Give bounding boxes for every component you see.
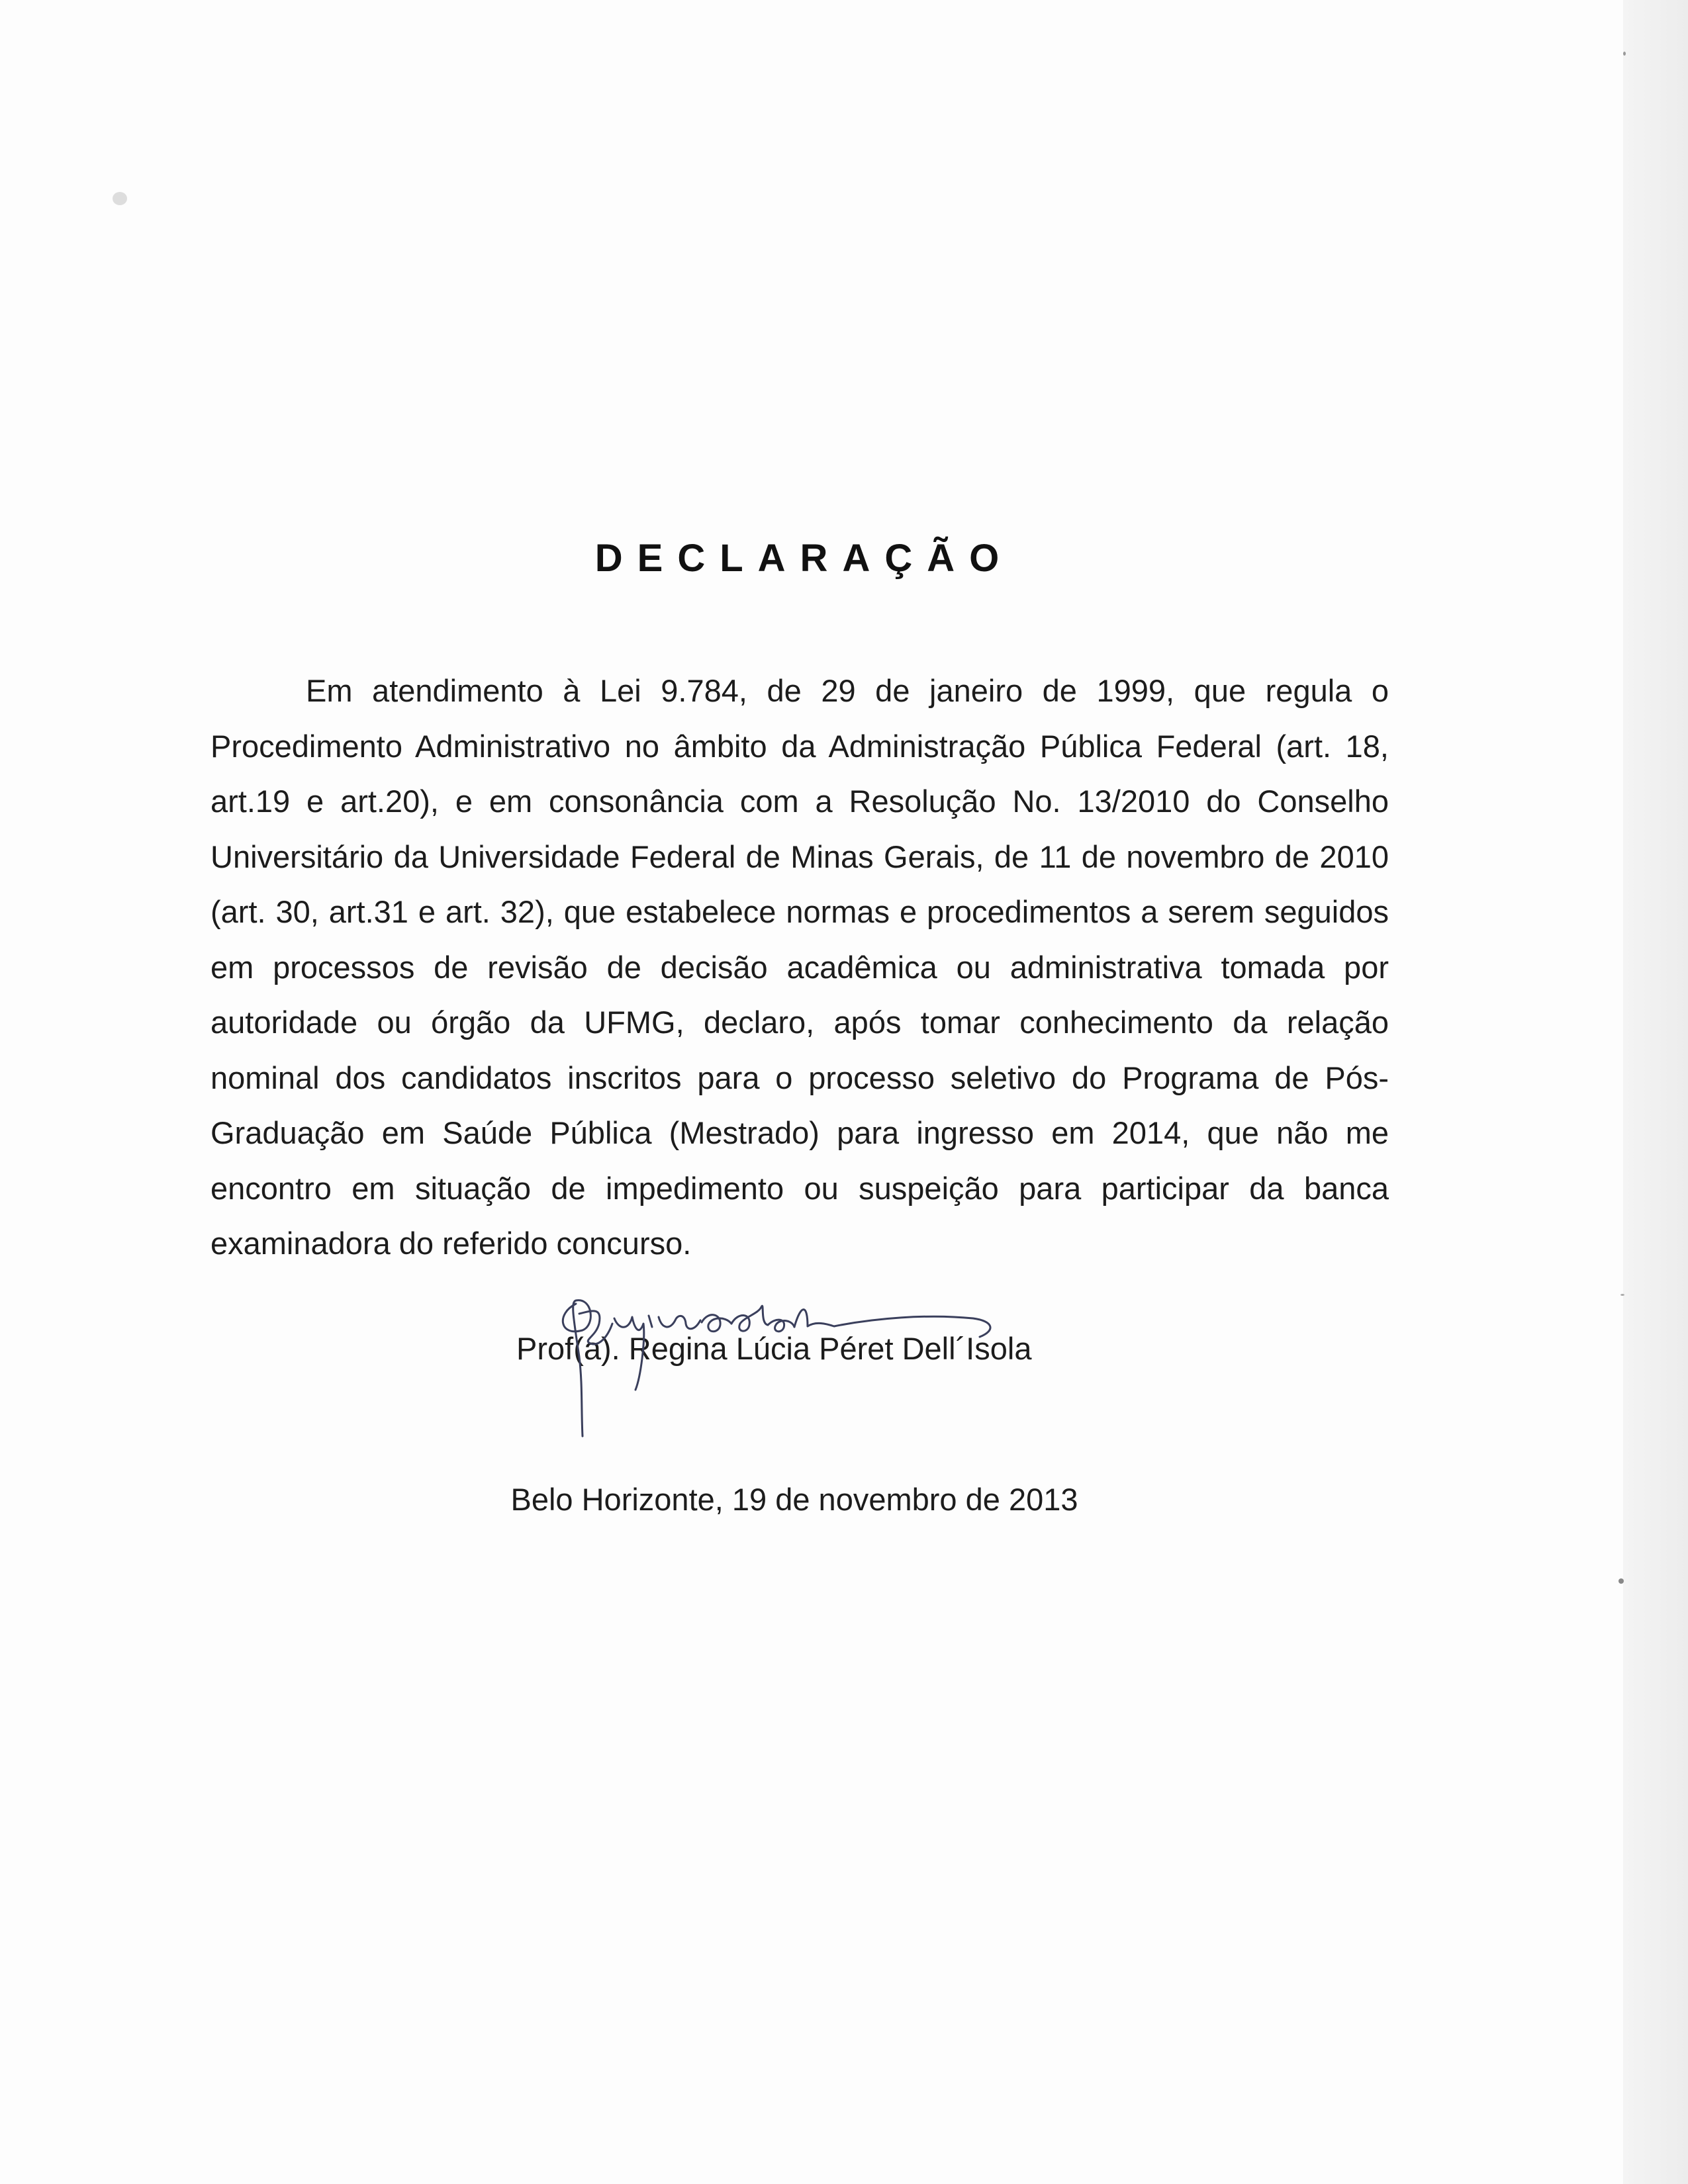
scan-speck [113,192,127,205]
signature-block [516,1277,1112,1449]
scan-speck [1620,1294,1624,1296]
scan-speck [1623,52,1626,56]
scan-edge-shadow [1623,0,1688,2184]
handwritten-signature [530,1277,1033,1443]
signer-name: Prof(a). Regina Lúcia Péret Dell´Isola [516,1331,1032,1366]
place-and-date: Belo Horizonte, 19 de novembro de 2013 [510,1482,1078,1517]
declaration-text: Em atendimento à Lei 9.784, de 29 de janeiro de 1999, que regula o Procedimento Administrativo no âmbito da Administração Pública Federal (art. 18, art.19 e art.20), e em consonância com a Resolução No. 13/2010 do Conselho Universitário da Universidade Federal de Minas Gerais, de 11 de novembro de 2010 (art. 30, art.31 e art. 32), que estabelece normas e procedimentos a serem seguidos em processos de revisão de decisão acadêmica ou administrativa tomada por autoridade ou órgão da UFMG, declaro, após tomar conhecimento da relação nominal dos candidatos inscritos para o processo seletivo do Programa de Pós-Graduação em Saúde Pública (Mestrado) para ingresso em 2014, que não me encontro em situação de impedimento ou suspeição para participar da banca examinadora do referido concurso. [211,673,1389,1261]
document-title: DECLARAÇÃO [594,537,1014,580]
scan-speck [1618,1578,1624,1584]
declaration-paragraph [211,663,1389,1271]
